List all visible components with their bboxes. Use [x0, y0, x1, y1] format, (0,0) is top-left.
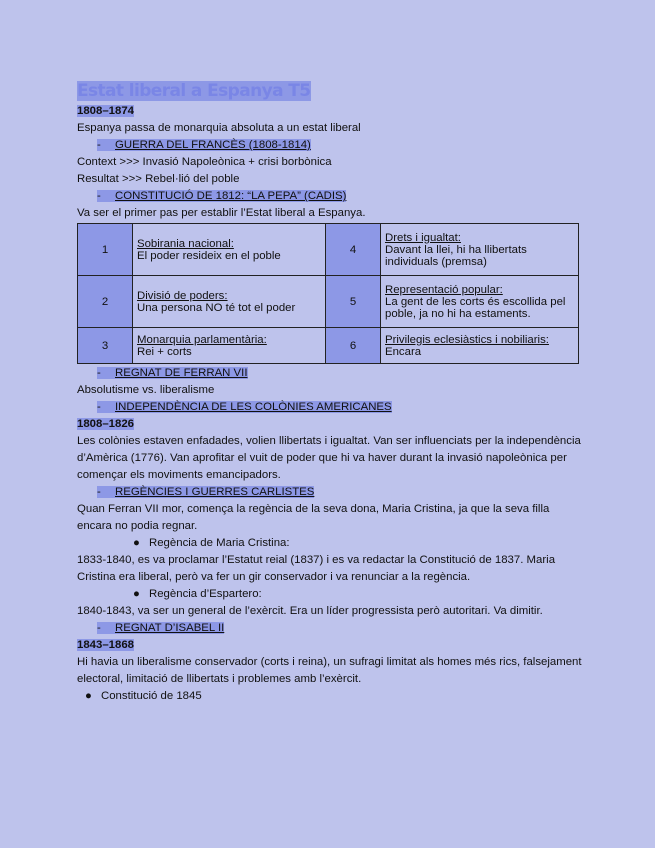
section-heading-ferran: - REGNAT DE FERRAN VII: [97, 367, 248, 379]
table-cell: Sobirania nacional: El poder resideix en el poble: [133, 224, 326, 276]
section-heading-pepa: - CONSTITUCIÓ DE 1812: “LA PEPA” (CADIS): [97, 190, 347, 202]
date-range-3: 1843–1868: [77, 639, 135, 651]
bullet-item-espartero: ● Regència d’Espartero:: [133, 588, 262, 600]
section-heading-regencies: - REGÈNCIES I GUERRES CARLISTES: [97, 486, 315, 498]
colonies-paragraph: Les colònies estaven enfadades, volien llibertats i igualtat. Van ser influenciats per la independència d’Amèrica (1776). Van aprofitar el vuit de poder que hi va haver durant la invasió napoleònica per començar els moviments emancipadors.: [77, 435, 581, 481]
table-row: [78, 328, 579, 364]
intro-text: Espanya passa de monarquia absoluta a un estat liberal: [77, 122, 361, 134]
espartero-paragraph: 1840-1843, va ser un general de l’exèrcit. Era un líder progressista però autoritari. Va dimitir.: [77, 605, 543, 617]
isabel-paragraph: Hi havia un liberalisme conservador (corts i reina), un sufragi limitat als homes més rics, falsejament electoral, limitació de llibertats i problemes amb l’exèrcit.: [77, 656, 582, 685]
section-heading-colonies: - INDEPENDÈNCIA DE LES COLÒNIES AMERICANES: [97, 401, 392, 413]
maria-cristina-paragraph: 1833-1840, es va proclamar l’Estatut reial (1837) i es va redactar la Constitució de 1837. Maria Cristina era liberal, però va fer un gir conservador i va renunciar a la regència.: [77, 554, 556, 583]
table-cell: Monarquia parlamentària: Rei + corts: [133, 328, 326, 364]
pepa-intro-text: Va ser el primer pas per establir l’Estat liberal a Espanya.: [77, 207, 366, 219]
regencies-paragraph: Quan Ferran VII mor, comença la regència de la seva dona, Maria Cristina, ja que la seva filla encara no podia regnar.: [77, 503, 550, 532]
result-text: Resultat >>> Rebel·lió del poble: [77, 173, 240, 185]
section-heading-guerra: - GUERRA DEL FRANCÈS (1808-1814): [97, 139, 311, 151]
bullet-item-constitucio-1845: ● Constitució de 1845: [85, 690, 202, 702]
table-cell: Privilegis eclesiàstics i nobiliaris: Encara: [381, 328, 579, 364]
table-cell: Representació popular: La gent de les corts és escollida pel poble, ja no hi ha estaments.: [381, 276, 579, 328]
table-cell: Drets i igualtat: Davant la llei, hi ha llibertats individuals (premsa): [381, 224, 579, 276]
date-range-2: 1808–1826: [77, 418, 135, 430]
table-cell: Divisió de poders: Una persona NO té tot el poder: [133, 276, 326, 328]
table-cell-number: 6: [326, 328, 381, 364]
table-row: [78, 276, 579, 328]
date-range-1: 1808–1874: [77, 105, 135, 117]
document-page: [77, 79, 582, 705]
table-cell-number: 1: [78, 224, 133, 276]
section-heading-isabel: - REGNAT D’ISABEL II: [97, 622, 225, 634]
table-cell-number: 3: [78, 328, 133, 364]
context-text: Context >>> Invasió Napoleònica + crisi borbònica: [77, 156, 332, 168]
table-cell-number: 5: [326, 276, 381, 328]
bullet-item-maria-cristina: ● Regència de Maria Cristina:: [133, 537, 290, 549]
document-title: Estat liberal a Espanya T5: [77, 81, 311, 101]
table-row: [78, 224, 579, 276]
table-cell-number: 4: [326, 224, 381, 276]
principles-table: [77, 223, 579, 364]
table-cell-number: 2: [78, 276, 133, 328]
ferran-text: Absolutisme vs. liberalisme: [77, 384, 215, 396]
